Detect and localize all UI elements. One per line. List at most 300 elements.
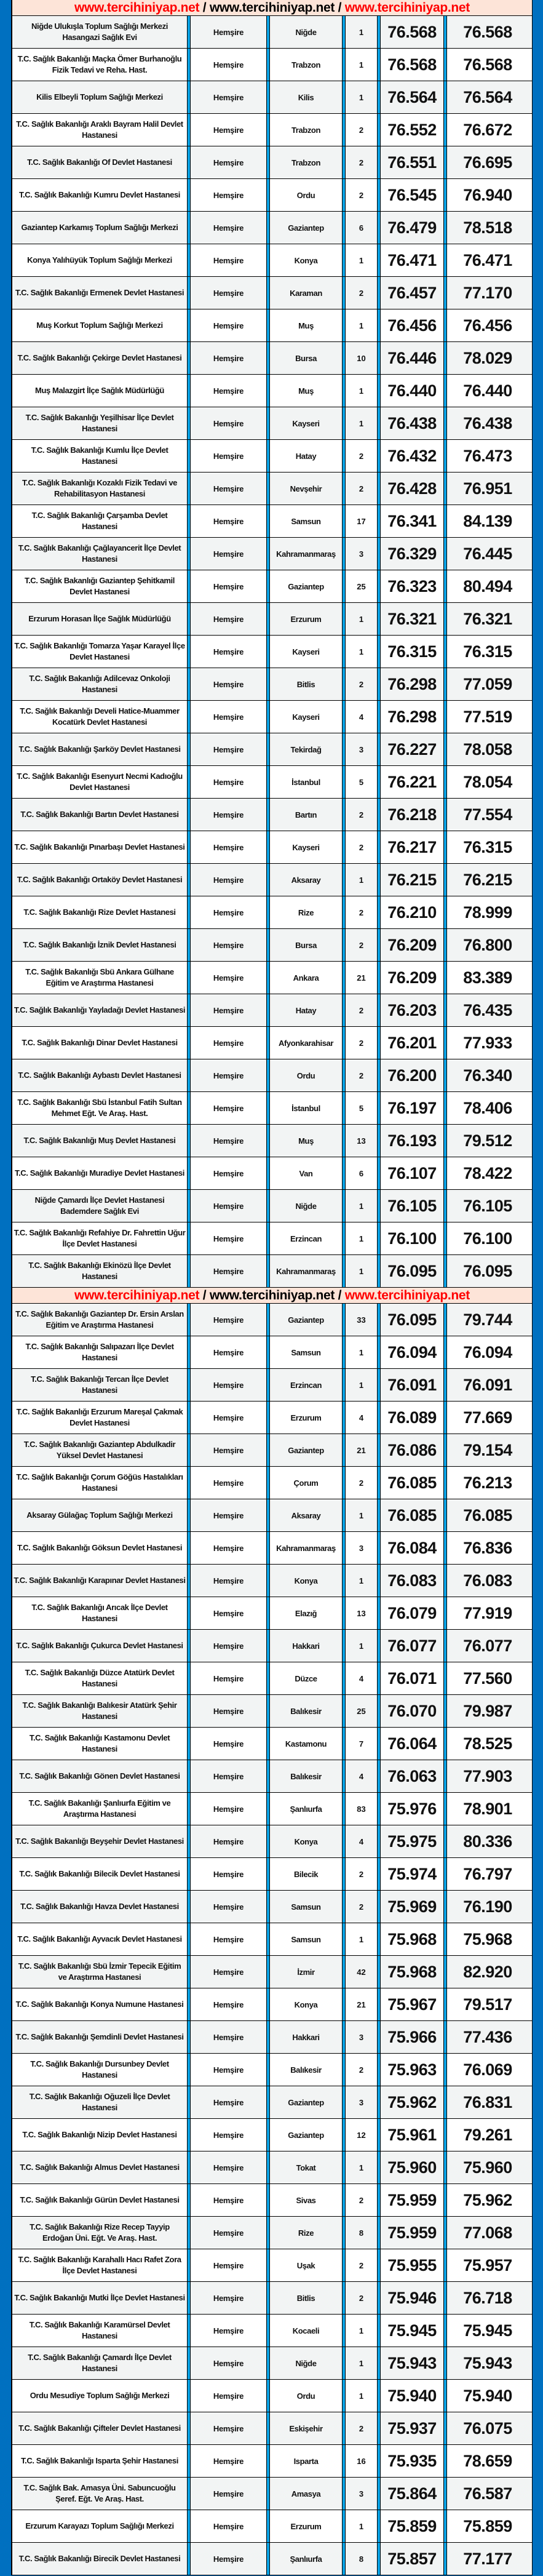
job-title: Hemşire — [213, 1543, 244, 1553]
institution-name: Muş Malazgirt İlçe Sağlık Müdürlüğü — [35, 386, 164, 395]
institution-name: Kilis Elbeyli Toplum Sağlığı Merkezi — [36, 92, 163, 102]
institution-name: T.C. Sağlık Bakanlığı Dinar Devlet Hastanesi — [22, 1038, 178, 1047]
quota: 2 — [359, 2195, 364, 2205]
job-title: Hemşire — [213, 1804, 244, 1814]
min-score: 76.077 — [387, 1636, 437, 1655]
quota: 13 — [357, 1136, 366, 1146]
quota: 10 — [357, 353, 366, 363]
quota: 3 — [359, 744, 364, 754]
table-row — [12, 309, 532, 342]
max-score: 75.943 — [463, 2353, 512, 2372]
city: Şanlıurfa — [290, 2554, 322, 2564]
quota: 2 — [359, 451, 364, 461]
table-row — [12, 342, 532, 375]
max-score: 76.587 — [463, 2484, 512, 2503]
city: Hakkari — [292, 1641, 320, 1651]
min-score: 75.962 — [387, 2092, 437, 2111]
quota: 1 — [359, 2326, 364, 2335]
city: Erzurum — [290, 2521, 322, 2531]
table-row — [12, 538, 532, 570]
institution-name: T.C. Sağlık Bakanlığı Mutki İlçe Devlet Hastanesi — [14, 2293, 185, 2302]
max-score: 76.831 — [463, 2092, 512, 2111]
max-score: 75.960 — [463, 2158, 512, 2177]
institution-name: T.C. Sağlık Bakanlığı İznik Devlet Hastanesi — [23, 940, 176, 949]
min-score: 76.564 — [387, 87, 437, 106]
city: Hakkari — [292, 2032, 320, 2042]
job-title: Hemşire — [213, 2032, 244, 2042]
institution-name: Erzurum Horasan İlçe Sağlık Müdürlüğü — [28, 614, 171, 623]
city: Gaziantep — [288, 223, 324, 233]
city: Erzincan — [290, 1380, 322, 1390]
max-score: 77.933 — [463, 1033, 512, 1052]
quota: 2 — [359, 2260, 364, 2270]
institution-name: T.C. Sağlık Bakanlığı Aybastı Devlet Hastanesi — [18, 1071, 181, 1080]
min-score: 76.095 — [387, 1261, 437, 1280]
institution-name: Ordu Mesudiye Toplum Sağlığı Merkezi — [30, 2391, 170, 2400]
min-score: 76.064 — [387, 1734, 437, 1753]
city: Kayseri — [292, 842, 320, 852]
max-score: 76.800 — [463, 935, 512, 954]
institution-name: T.C. Sağlık Bakanlığı Sbü İzmir Tepecik Eğitim ve Araştırma Hastanesi — [18, 1961, 181, 1982]
quota: 1 — [359, 1266, 364, 1276]
max-score: 76.100 — [463, 1229, 512, 1248]
table-row — [12, 1891, 532, 1923]
banner-link-3[interactable]: www.tercihiniyap.net — [344, 1, 470, 15]
quota: 2 — [359, 842, 364, 852]
max-score: 75.945 — [463, 2321, 512, 2340]
max-score: 82.920 — [463, 1962, 512, 1981]
min-score: 75.976 — [387, 1799, 437, 1818]
institution-name: T.C. Sağlık Bakanlığı Havza Devlet Hastanesi — [20, 1902, 179, 1911]
job-title: Hemşire — [213, 1934, 244, 1944]
table-row — [12, 1728, 532, 1760]
city: Trabzon — [291, 60, 321, 70]
max-score: 80.336 — [463, 1832, 512, 1851]
quota: 2 — [359, 158, 364, 167]
table-row — [12, 1059, 532, 1092]
min-score: 76.209 — [387, 968, 437, 987]
job-title: Hemşire — [213, 1967, 244, 1977]
max-score: 78.999 — [463, 903, 512, 922]
city: Erzurum — [290, 1413, 322, 1422]
table-row — [12, 179, 532, 212]
job-title: Hemşire — [213, 2000, 244, 2009]
max-score: 76.091 — [463, 1375, 512, 1394]
institution-name: T.C. Sağlık Bakanlığı Düzce Atatürk Devlet Hastanesi — [25, 1668, 175, 1688]
min-score: 76.094 — [387, 1342, 437, 1362]
banner-link-2[interactable]: www.tercihiniyap.net — [209, 1, 335, 15]
table-row — [12, 1255, 532, 1288]
city: Isparta — [293, 2456, 319, 2466]
job-title: Hemşire — [213, 842, 244, 852]
table-row — [12, 212, 532, 244]
quota: 2 — [359, 1005, 364, 1015]
job-title: Hemşire — [213, 810, 244, 819]
job-title: Hemşire — [213, 712, 244, 722]
max-score: 76.695 — [463, 153, 512, 172]
table-row — [12, 2380, 532, 2412]
quota: 12 — [357, 2130, 366, 2140]
job-title: Hemşire — [213, 1445, 244, 1455]
institution-name: T.C. Sağlık Bakanlığı Arıcak İlçe Devlet Hastanesi — [31, 1603, 168, 1623]
quota: 4 — [359, 1771, 364, 1781]
min-score: 75.963 — [387, 2060, 437, 2079]
institution-name: T.C. Sağlık Bakanlığı Ekinözü İlçe Devlet Hastanesi — [28, 1261, 171, 1281]
table-row — [12, 2086, 532, 2119]
max-score: 79.512 — [463, 1131, 512, 1150]
min-score: 76.091 — [387, 1375, 437, 1394]
min-score: 76.315 — [387, 642, 437, 661]
job-title: Hemşire — [213, 1706, 244, 1716]
city: İzmir — [297, 1967, 315, 1977]
job-title: Hemşire — [213, 190, 244, 200]
table-row — [12, 1467, 532, 1499]
job-title: Hemşire — [213, 1413, 244, 1422]
quota: 1 — [359, 386, 364, 396]
min-score: 76.083 — [387, 1571, 437, 1590]
max-score: 78.422 — [463, 1163, 512, 1182]
min-score: 76.479 — [387, 218, 437, 237]
job-title: Hemşire — [213, 973, 244, 983]
quota: 1 — [359, 92, 364, 102]
city: Kahramanmaraş — [276, 549, 336, 559]
max-score: 76.797 — [463, 1864, 512, 1883]
institution-name: T.C. Sağlık Bakanlığı Konya Numune Hastanesi — [15, 2000, 184, 2009]
job-title: Hemşire — [213, 1641, 244, 1651]
max-score: 76.951 — [463, 479, 512, 498]
institution-name: Aksaray Gülağaç Toplum Sağlığı Merkezi — [26, 1510, 173, 1520]
min-score: 76.321 — [387, 609, 437, 628]
table-row — [12, 1125, 532, 1157]
institution-name: T.C. Sağlık Bakanlığı Gönen Devlet Hastanesi — [19, 1771, 180, 1780]
city: Konya — [294, 255, 318, 265]
institution-name: T.C. Sağlık Bakanlığı Çamardı İlçe Devlet Hastanesi — [28, 2353, 172, 2373]
table-row — [12, 81, 532, 114]
institution-name: T.C. Sağlık Bakanlığı Develi Hatice-Muammer Kocatürk Devlet Hastanesi — [20, 706, 180, 727]
institution-name: T.C. Sağlık Bakanlığı Bilecik Devlet Hastanesi — [19, 1869, 180, 1878]
max-score: 76.315 — [463, 837, 512, 856]
min-score: 76.084 — [387, 1538, 437, 1557]
job-title: Hemşire — [213, 1608, 244, 1618]
institution-name: T.C. Sağlık Bakanlığı Şarköy Devlet Hastanesi — [18, 744, 181, 754]
table-row — [12, 2151, 532, 2184]
job-title: Hemşire — [213, 2293, 244, 2303]
city: Ordu — [296, 1071, 315, 1080]
city: Rize — [298, 2228, 314, 2238]
min-score: 76.428 — [387, 479, 437, 498]
min-score: 76.210 — [387, 903, 437, 922]
quota: 3 — [359, 2032, 364, 2042]
quota: 1 — [359, 418, 364, 428]
job-title: Hemşire — [213, 1510, 244, 1520]
job-title: Hemşire — [213, 223, 244, 233]
min-score: 75.974 — [387, 1864, 437, 1883]
city: Nevşehir — [290, 484, 322, 493]
job-title: Hemşire — [213, 1315, 244, 1325]
table-row — [12, 1336, 532, 1369]
table-row — [12, 831, 532, 864]
min-score: 75.960 — [387, 2158, 437, 2177]
institution-name: T.C. Sağlık Bakanlığı Almus Devlet Hastanesi — [20, 2163, 180, 2172]
quota: 4 — [359, 1673, 364, 1683]
max-score: 78.525 — [463, 1734, 512, 1753]
quota: 1 — [359, 2521, 364, 2531]
institution-name: T.C. Sağlık Bakanlığı Esenyurt Necmi Kadıoğlu Devlet Hastanesi — [17, 772, 183, 792]
quota: 42 — [357, 1967, 366, 1977]
institution-name: T.C. Sağlık Bakanlığı Karapınar Devlet Hastanesi — [14, 1576, 186, 1585]
quota: 2 — [359, 907, 364, 917]
city: Afyonkarahisar — [278, 1038, 334, 1048]
job-title: Hemşire — [213, 1103, 244, 1113]
min-score: 76.552 — [387, 120, 437, 139]
city: Samsun — [291, 1347, 321, 1357]
min-score: 76.203 — [387, 1000, 437, 1019]
table-row — [12, 1597, 532, 1630]
max-score: 75.968 — [463, 1929, 512, 1948]
quota: 21 — [357, 2000, 366, 2009]
banner-link-1[interactable]: www.tercihiniyap.net — [74, 1, 200, 15]
min-score: 76.063 — [387, 1766, 437, 1785]
institution-name: T.C. Sağlık Bakanlığı Gaziantep Dr. Ersin Arslan Eğitim ve Araştırma Hastanesi — [15, 1309, 184, 1330]
banner-link-1[interactable]: www.tercihiniyap.net — [74, 1288, 200, 1302]
table-row — [12, 146, 532, 179]
table-row — [12, 440, 532, 473]
min-score: 76.089 — [387, 1408, 437, 1427]
table-row — [12, 16, 532, 49]
max-score: 76.094 — [463, 1342, 512, 1362]
quota: 1 — [359, 60, 364, 70]
job-title: Hemşire — [213, 27, 244, 37]
city: Bitlis — [296, 2293, 315, 2303]
institution-name: T.C. Sağlık Bakanlığı Beyşehir Devlet Hastanesi — [15, 1836, 184, 1846]
city: Kahramanmaraş — [276, 1266, 336, 1276]
banner-separator: / — [335, 1288, 345, 1302]
max-score: 84.139 — [463, 511, 512, 530]
quota: 2 — [359, 940, 364, 950]
institution-name: T.C. Sağlık Bakanlığı Kastamonu Devlet Hastanesi — [29, 1733, 170, 1753]
table-row — [12, 994, 532, 1027]
min-score: 76.079 — [387, 1603, 437, 1622]
institution-name: T.C. Sağlık Bakanlığı Oğuzeli İlçe Devlet Hastanesi — [29, 2092, 170, 2112]
quota: 2 — [359, 679, 364, 689]
job-title: Hemşire — [213, 516, 244, 526]
job-title: Hemşire — [213, 2228, 244, 2238]
city: Düzce — [295, 1673, 317, 1683]
institution-name: T.C. Sağlık Bakanlığı Gaziantep Şehitkamil Devlet Hastanesi — [24, 576, 175, 596]
min-score: 76.545 — [387, 185, 437, 204]
banner-separator: / — [199, 1, 210, 15]
max-score: 78.406 — [463, 1098, 512, 1117]
max-score: 77.068 — [463, 2223, 512, 2242]
job-title: Hemşire — [213, 255, 244, 265]
job-title: Hemşire — [213, 907, 244, 917]
table-row — [12, 1092, 532, 1125]
institution-name: Gaziantep Karkamış Toplum Sağlığı Merkezi — [21, 223, 178, 232]
job-title: Hemşire — [213, 125, 244, 135]
institution-name: T.C. Sağlık Bakanlığı Pınarbaşı Devlet Hastanesi — [14, 842, 185, 851]
job-title: Hemşire — [213, 353, 244, 363]
min-score: 76.438 — [387, 413, 437, 433]
job-title: Hemşire — [213, 1576, 244, 1585]
quota: 8 — [359, 2554, 364, 2564]
table-row — [12, 1402, 532, 1434]
institution-name: T.C. Sağlık Bakanlığı Yayladağı Devlet Hastanesi — [14, 1005, 186, 1015]
city: Amasya — [291, 2489, 321, 2498]
job-title: Hemşire — [213, 60, 244, 70]
max-score: 76.190 — [463, 1897, 512, 1916]
city: Bartın — [295, 810, 317, 819]
institution-name: T.C. Sağlık Bakanlığı Çekirge Devlet Hastanesi — [17, 353, 182, 362]
table-row — [12, 1304, 532, 1336]
city: Kocaeli — [292, 2326, 320, 2335]
table-row — [12, 766, 532, 799]
banner-link-2[interactable]: www.tercihiniyap.net — [209, 1288, 335, 1302]
job-title: Hemşire — [213, 2130, 244, 2140]
city: Aksaray — [291, 1510, 321, 1520]
institution-name: T.C. Sağlık Bakanlığı Bartın Devlet Hastanesi — [20, 810, 179, 819]
quota: 3 — [359, 2097, 364, 2107]
city: Muş — [298, 321, 314, 330]
table-row — [12, 1157, 532, 1190]
job-title: Hemşire — [213, 1869, 244, 1879]
quota: 6 — [359, 1168, 364, 1178]
max-score: 76.445 — [463, 544, 512, 563]
city: İstanbul — [291, 1103, 320, 1113]
table-row — [12, 1499, 532, 1532]
city: Samsun — [291, 1902, 321, 1912]
job-title: Hemşire — [213, 1201, 244, 1211]
quota: 3 — [359, 2489, 364, 2498]
table-row — [12, 244, 532, 277]
institution-name: T.C. Sağlık Bakanlığı Karamürsel Devlet Hastanesi — [29, 2320, 170, 2340]
institution-name: T.C. Sağlık Bakanlığı Kumlu İlçe Devlet Hastanesi — [31, 445, 168, 466]
table-row — [12, 505, 532, 538]
table-row — [12, 668, 532, 701]
job-title: Hemşire — [213, 2326, 244, 2335]
job-title: Hemşire — [213, 1234, 244, 1243]
city: Trabzon — [291, 125, 321, 135]
table-row — [12, 1027, 532, 1059]
quota: 2 — [359, 2293, 364, 2303]
institution-name: T.C. Sağlık Bakanlığı Şanlıurfa Eğitim ve Araştırma Hastanesi — [28, 1798, 171, 1819]
city: Niğde — [295, 27, 317, 37]
site-banner-middle — [12, 1288, 532, 1304]
max-score: 77.519 — [463, 707, 512, 726]
job-title: Hemşire — [213, 2456, 244, 2466]
banner-separator: / — [335, 1, 345, 15]
quota: 2 — [359, 1902, 364, 1912]
table-row — [12, 2478, 532, 2510]
city: Samsun — [291, 1934, 321, 1944]
min-score: 76.568 — [387, 22, 437, 41]
min-score: 75.961 — [387, 2125, 437, 2144]
job-title: Hemşire — [213, 2423, 244, 2433]
min-score: 75.959 — [387, 2223, 437, 2242]
table-row — [12, 603, 532, 636]
institution-name: T.C. Sağlık Bakanlığı Gürün Devlet Hastanesi — [20, 2195, 180, 2204]
max-score: 75.962 — [463, 2190, 512, 2209]
table-row — [12, 2282, 532, 2315]
city: Bitlis — [296, 679, 315, 689]
max-score: 76.321 — [463, 609, 512, 628]
max-score: 77.177 — [463, 2549, 512, 2568]
max-score: 76.940 — [463, 185, 512, 204]
job-title: Hemşire — [213, 679, 244, 689]
table-row — [12, 1825, 532, 1858]
min-score: 75.946 — [387, 2288, 437, 2307]
job-title: Hemşire — [213, 386, 244, 396]
table-row — [12, 2217, 532, 2249]
min-score: 75.859 — [387, 2516, 437, 2535]
table-row — [12, 864, 532, 896]
max-score: 76.456 — [463, 316, 512, 335]
max-score: 77.170 — [463, 283, 512, 302]
quota: 1 — [359, 1347, 364, 1357]
city: Kilis — [298, 92, 314, 102]
min-score: 76.105 — [387, 1196, 437, 1215]
max-score: 76.435 — [463, 1000, 512, 1019]
min-score: 76.070 — [387, 1701, 437, 1720]
city: Balıkesir — [290, 2065, 322, 2075]
quota: 8 — [359, 2228, 364, 2238]
table-row — [12, 473, 532, 505]
job-title: Hemşire — [213, 158, 244, 167]
table-row — [12, 1190, 532, 1222]
banner-link-3[interactable]: www.tercihiniyap.net — [344, 1288, 470, 1302]
table-row — [12, 2021, 532, 2054]
institution-name: T.C. Sağlık Bakanlığı Salıpazarı İlçe Devlet Hastanesi — [25, 1342, 174, 1362]
job-title: Hemşire — [213, 1478, 244, 1488]
city: Ordu — [296, 190, 315, 200]
institution-name: T.C. Sağlık Bakanlığı Muradiye Devlet Hastanesi — [15, 1168, 184, 1178]
job-title: Hemşire — [213, 875, 244, 885]
city: Aksaray — [291, 875, 321, 885]
min-score: 76.456 — [387, 316, 437, 335]
min-score: 76.085 — [387, 1505, 437, 1525]
institution-name: Konya Yalıhüyük Toplum Sağlığı Merkezi — [27, 255, 172, 265]
min-score: 76.568 — [387, 55, 437, 74]
job-title: Hemşire — [213, 2521, 244, 2531]
city: Uşak — [296, 2260, 315, 2270]
quota: 21 — [357, 1445, 366, 1455]
institution-name: T.C. Sağlık Bakanlığı Tercan İlçe Devlet Hastanesi — [31, 1374, 168, 1395]
table-row — [12, 2315, 532, 2347]
table-row — [12, 962, 532, 994]
table-row — [12, 733, 532, 766]
city: Erzurum — [290, 614, 322, 624]
table-row — [12, 1434, 532, 1467]
institution-name: T.C. Sağlık Bakanlığı Nizip Devlet Hastanesi — [22, 2130, 177, 2139]
city: Balıkesir — [290, 1706, 322, 1716]
max-score: 76.083 — [463, 1571, 512, 1590]
institution-name: Niğde Ulukışla Toplum Sağlığı Merkezi Hasangazi Sağlık Evi — [31, 22, 168, 42]
institution-name: T.C. Sağlık Bakanlığı Rize Recep Tayyip Erdoğan Üni. Eğt. Ve Araş. Hast. — [30, 2222, 170, 2243]
max-score: 75.859 — [463, 2516, 512, 2535]
max-score: 76.105 — [463, 1196, 512, 1215]
min-score: 76.085 — [387, 1473, 437, 1492]
city: İstanbul — [291, 777, 320, 787]
job-title: Hemşire — [213, 1902, 244, 1912]
min-score: 76.298 — [387, 707, 437, 726]
table-row — [12, 1532, 532, 1565]
quota: 1 — [359, 1380, 364, 1390]
max-score: 76.085 — [463, 1505, 512, 1525]
max-score: 76.215 — [463, 870, 512, 889]
quota: 1 — [359, 2391, 364, 2401]
quota: 3 — [359, 1543, 364, 1553]
min-score: 75.857 — [387, 2549, 437, 2568]
min-score: 75.955 — [387, 2255, 437, 2275]
